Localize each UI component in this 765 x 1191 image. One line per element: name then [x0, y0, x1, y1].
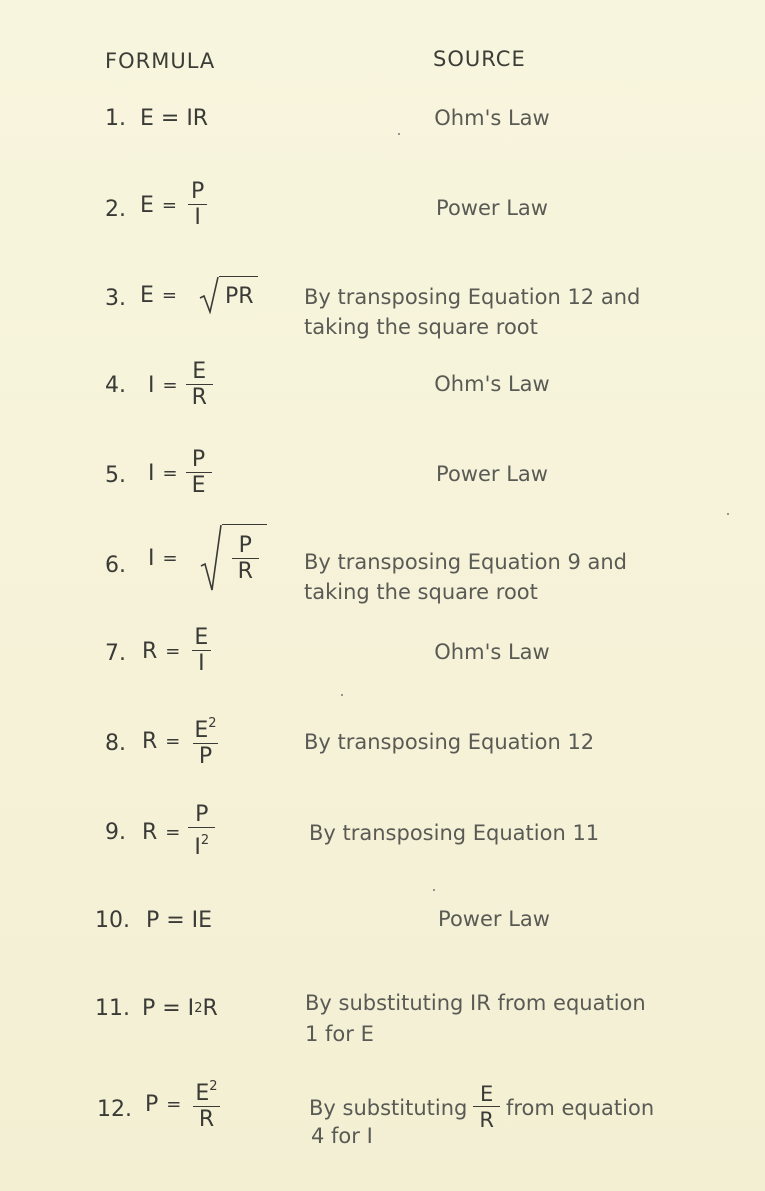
- paper-speck: [727, 513, 729, 515]
- source-12-line2: 4 for I: [311, 1124, 373, 1148]
- formula-5: [148, 448, 212, 499]
- source-5: Power Law: [436, 462, 548, 486]
- row-number: 4.: [105, 373, 126, 398]
- formula-11: [142, 996, 218, 1021]
- formula-8: [142, 712, 223, 770]
- numerator: P: [238, 533, 252, 558]
- formula-lhs: P: [145, 1091, 159, 1117]
- denominator: E: [186, 472, 212, 499]
- formula-12: [145, 1075, 224, 1133]
- denominator: I: [188, 204, 207, 231]
- fraction: [186, 448, 212, 499]
- formula-9: [142, 803, 215, 861]
- row-number: 7.: [105, 641, 126, 666]
- inline-fraction: [473, 1082, 500, 1133]
- source-7: Ohm's Law: [434, 640, 550, 664]
- numerator: P: [195, 802, 209, 827]
- formula-7: [142, 626, 214, 677]
- formula-10: P = IE: [146, 908, 213, 933]
- numerator: E: [192, 359, 207, 384]
- equals-sign: =: [161, 195, 177, 216]
- numerator-base: E: [194, 718, 209, 743]
- formula-lhs: I: [148, 461, 155, 486]
- source-text: By substituting: [309, 1095, 468, 1120]
- radical-sign-icon: [200, 524, 222, 592]
- formula-lhs: R: [142, 639, 158, 664]
- equals-sign: =: [166, 1093, 182, 1115]
- paper-speck: [433, 889, 435, 891]
- fraction: [188, 712, 222, 770]
- exponent: 2: [194, 1001, 203, 1016]
- row-number: 6.: [105, 553, 126, 578]
- source-3-line2: taking the square root: [304, 315, 538, 339]
- source-4: Ohm's Law: [434, 372, 550, 396]
- fraction: [189, 1075, 223, 1133]
- denominator: P: [193, 743, 218, 770]
- denominator-base: I: [194, 835, 201, 860]
- formula-4: [148, 360, 213, 411]
- formula-1: E = IR: [140, 106, 209, 131]
- radicand: PR: [219, 276, 258, 314]
- row-number: 8.: [105, 731, 126, 756]
- fraction: [188, 803, 215, 861]
- equals-sign: =: [165, 730, 181, 752]
- row-number: 1.: [105, 106, 126, 131]
- numerator: [189, 1075, 223, 1106]
- denominator: R: [232, 558, 259, 585]
- source-8: By transposing Equation 12: [304, 730, 595, 754]
- formula-lhs: I: [148, 545, 155, 571]
- row-number: 11.: [95, 996, 130, 1021]
- denominator: R: [473, 1106, 500, 1133]
- equals-sign: =: [162, 547, 178, 569]
- formula-lhs: E: [140, 193, 154, 218]
- denominator: I: [192, 650, 211, 677]
- source-2: Power Law: [436, 196, 548, 220]
- square-root: [199, 276, 258, 314]
- formula-3: [140, 276, 258, 314]
- row-number: 12.: [97, 1097, 132, 1122]
- source-1: Ohm's Law: [434, 106, 550, 130]
- paper-speck: [398, 133, 400, 135]
- numerator: E: [480, 1082, 494, 1106]
- denominator: [188, 827, 215, 861]
- square-root: [200, 524, 267, 592]
- formula-2: [140, 180, 210, 231]
- source-column-header: SOURCE: [433, 47, 526, 71]
- equals-sign: =: [165, 641, 181, 662]
- row-number: 9.: [105, 820, 126, 845]
- fraction: [232, 534, 259, 585]
- denominator: R: [186, 384, 213, 411]
- row-number: 10.: [95, 908, 130, 933]
- source-11-line1: By substituting IR from equation: [305, 991, 646, 1015]
- numerator-base: E: [195, 1081, 210, 1106]
- source-11-line2: 1 for E: [305, 1022, 374, 1046]
- numerator: P: [191, 447, 206, 472]
- fraction: [185, 180, 210, 231]
- row-number: 3.: [105, 286, 126, 311]
- formula-lhs: I: [148, 373, 155, 398]
- source-9: By transposing Equation 11: [309, 821, 600, 845]
- row-number: 2.: [105, 197, 126, 222]
- fraction: [188, 626, 214, 677]
- radical-sign-icon: [199, 276, 219, 314]
- exponent: 2: [200, 833, 210, 848]
- numerator: P: [191, 179, 205, 204]
- exponent: 2: [209, 1079, 218, 1094]
- exponent: 2: [208, 716, 217, 731]
- equals-sign: =: [161, 284, 177, 306]
- radicand: [222, 524, 267, 592]
- formula-6: [148, 524, 267, 592]
- equals-sign: =: [165, 821, 181, 843]
- formula-lhs: E: [140, 282, 154, 308]
- formula-part: R: [202, 996, 218, 1021]
- source-6-line2: taking the square root: [304, 580, 538, 604]
- equals-sign: =: [162, 375, 178, 396]
- denominator: R: [193, 1106, 220, 1133]
- equals-sign: =: [162, 463, 178, 484]
- formula-column-header: FORMULA: [105, 49, 216, 73]
- formula-lhs: R: [142, 819, 158, 845]
- numerator: [188, 712, 222, 743]
- paper-speck: [341, 694, 343, 696]
- source-3-line1: By transposing Equation 12 and: [304, 285, 641, 309]
- source-6-line1: By transposing Equation 9 and: [304, 550, 627, 574]
- formula-part: P = I: [142, 996, 195, 1021]
- row-number: 5.: [105, 463, 126, 488]
- numerator: E: [194, 625, 209, 650]
- fraction: [186, 360, 213, 411]
- formula-lhs: R: [142, 728, 158, 754]
- source-10: Power Law: [438, 907, 550, 931]
- source-text: from equation: [505, 1095, 655, 1120]
